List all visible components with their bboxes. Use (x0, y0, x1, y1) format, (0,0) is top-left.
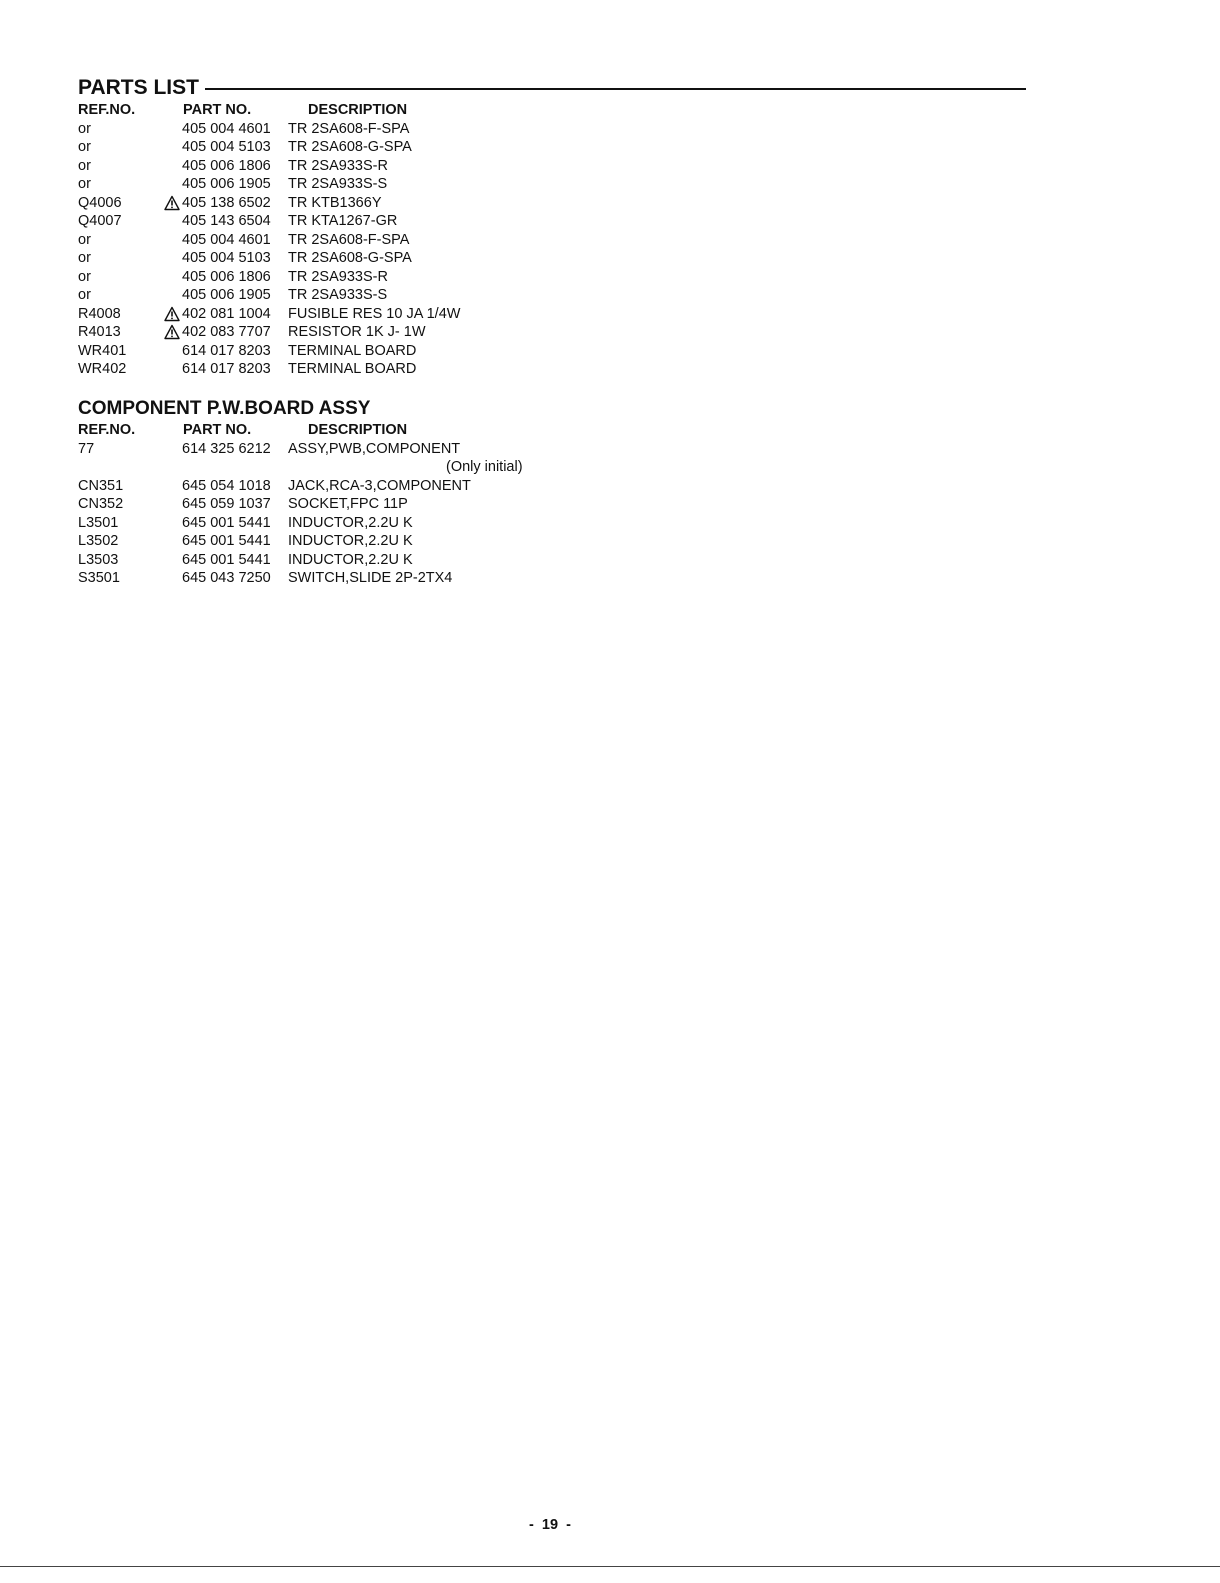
ref-no-cell: R4008 (78, 305, 121, 322)
ref-no-cell: or (78, 250, 91, 266)
description-cell: JACK,RCA-3,COMPONENT (288, 477, 471, 494)
ref-no-cell: L3501 (78, 514, 119, 531)
part-no-cell: 645 001 5441 (182, 533, 271, 549)
description-cell: TR KTA1267-GR (288, 213, 398, 229)
ref-no-cell: WR402 (78, 361, 127, 377)
ref-no-cell: WR401 (78, 342, 127, 359)
description-cell: FUSIBLE RES 10 JA 1/4W (288, 305, 461, 322)
component-board-section (78, 397, 523, 588)
part-no-header: PART NO. (183, 102, 252, 118)
table-row (78, 569, 453, 588)
part-no-cell: 614 017 8203 (182, 342, 271, 359)
part-no-cell: 402 083 7707 (182, 324, 271, 340)
part-no-cell: 402 081 1004 (182, 305, 271, 322)
ref-no-cell: or (78, 176, 91, 192)
description-cell: TR 2SA608-F-SPA (288, 231, 410, 248)
description-cell: TR 2SA608-G-SPA (288, 250, 412, 266)
description-cell: TR KTB1366Y (288, 194, 382, 211)
description-cell: TR 2SA933S-R (288, 268, 388, 285)
description-cell: TR 2SA933S-R (288, 157, 388, 174)
part-no-cell: 405 138 6502 (182, 194, 271, 211)
description-cell: RESISTOR 1K J- 1W (288, 324, 426, 340)
description-cell: INDUCTOR,2.2U K (288, 533, 413, 549)
safety-warning-icon (164, 195, 180, 211)
table-row (78, 495, 408, 514)
part-no-cell: 405 006 1806 (182, 268, 271, 285)
part-no-cell: 405 006 1905 (182, 287, 271, 303)
part-no-cell: 645 001 5441 (182, 551, 271, 568)
ref-no-header: REF.NO. (78, 102, 136, 118)
ref-no-cell: R4013 (78, 324, 121, 340)
ref-no-cell: or (78, 268, 91, 285)
part-no-cell: 405 006 1905 (182, 176, 271, 192)
ref-no-cell: CN352 (78, 496, 124, 512)
table-row (78, 458, 523, 477)
description-cell: INDUCTOR,2.2U K (288, 514, 413, 531)
column-headers (78, 421, 408, 440)
ref-no-cell: L3502 (78, 533, 119, 549)
ref-no-cell: or (78, 139, 91, 155)
description-cell: TR 2SA608-G-SPA (288, 139, 412, 155)
description-cell: TR 2SA608-F-SPA (288, 120, 410, 137)
page-number: - 19 - (529, 1517, 571, 1533)
safety-warning-icon (164, 324, 180, 340)
description-header: DESCRIPTION (308, 102, 408, 118)
description-cell: TR 2SA933S-S (288, 287, 388, 303)
ref-no-cell: Q4007 (78, 213, 122, 229)
part-no-header: PART NO. (183, 422, 252, 438)
part-no-cell: 405 004 5103 (182, 139, 271, 155)
ref-no-cell: or (78, 287, 91, 303)
ref-no-cell: Q4006 (78, 194, 122, 211)
description-cell: TR 2SA933S-S (288, 176, 388, 192)
ref-no-cell: S3501 (78, 570, 120, 586)
part-no-cell: 645 059 1037 (182, 496, 271, 512)
part-no-cell: 645 054 1018 (182, 477, 271, 494)
bottom-rule (0, 1566, 1220, 1567)
part-no-cell: 405 004 4601 (182, 120, 271, 137)
part-no-cell: 405 004 4601 (182, 231, 271, 248)
description-cell: SWITCH,SLIDE 2P-2TX4 (288, 570, 453, 586)
description-cell: TERMINAL BOARD (288, 361, 417, 377)
page-title (78, 74, 1026, 102)
ref-no-cell: or (78, 157, 91, 174)
table-row (78, 532, 413, 551)
ref-no-cell: CN351 (78, 477, 124, 494)
row-note: (Only initial) (446, 459, 523, 475)
part-no-cell: 645 043 7250 (182, 570, 271, 586)
table-row (78, 477, 471, 496)
title-rule (205, 88, 1026, 90)
safety-warning-icon (164, 306, 180, 322)
part-no-cell: 405 143 6504 (182, 213, 271, 229)
ref-no-cell: or (78, 120, 91, 137)
part-no-cell: 614 017 8203 (182, 361, 271, 377)
description-cell: SOCKET,FPC 11P (288, 496, 408, 512)
ref-no-cell: 77 (78, 440, 95, 457)
part-no-cell: 405 004 5103 (182, 250, 271, 266)
table-row (78, 551, 413, 570)
part-no-cell: 645 001 5441 (182, 514, 271, 531)
description-cell: ASSY,PWB,COMPONENT (288, 440, 461, 457)
ref-no-cell: L3503 (78, 551, 119, 568)
description-cell: INDUCTOR,2.2U K (288, 551, 413, 568)
description-header: DESCRIPTION (308, 422, 408, 438)
ref-no-cell: or (78, 231, 91, 248)
table-row (78, 440, 461, 459)
description-cell: TERMINAL BOARD (288, 342, 417, 359)
page-title-text: PARTS LIST (78, 76, 199, 99)
part-no-cell: 405 006 1806 (182, 157, 271, 174)
section-title: COMPONENT P.W.BOARD ASSY (78, 398, 371, 419)
part-no-cell: 614 325 6212 (182, 440, 271, 457)
ref-no-header: REF.NO. (78, 422, 136, 438)
table-row (78, 514, 413, 533)
parts-table (78, 440, 523, 588)
